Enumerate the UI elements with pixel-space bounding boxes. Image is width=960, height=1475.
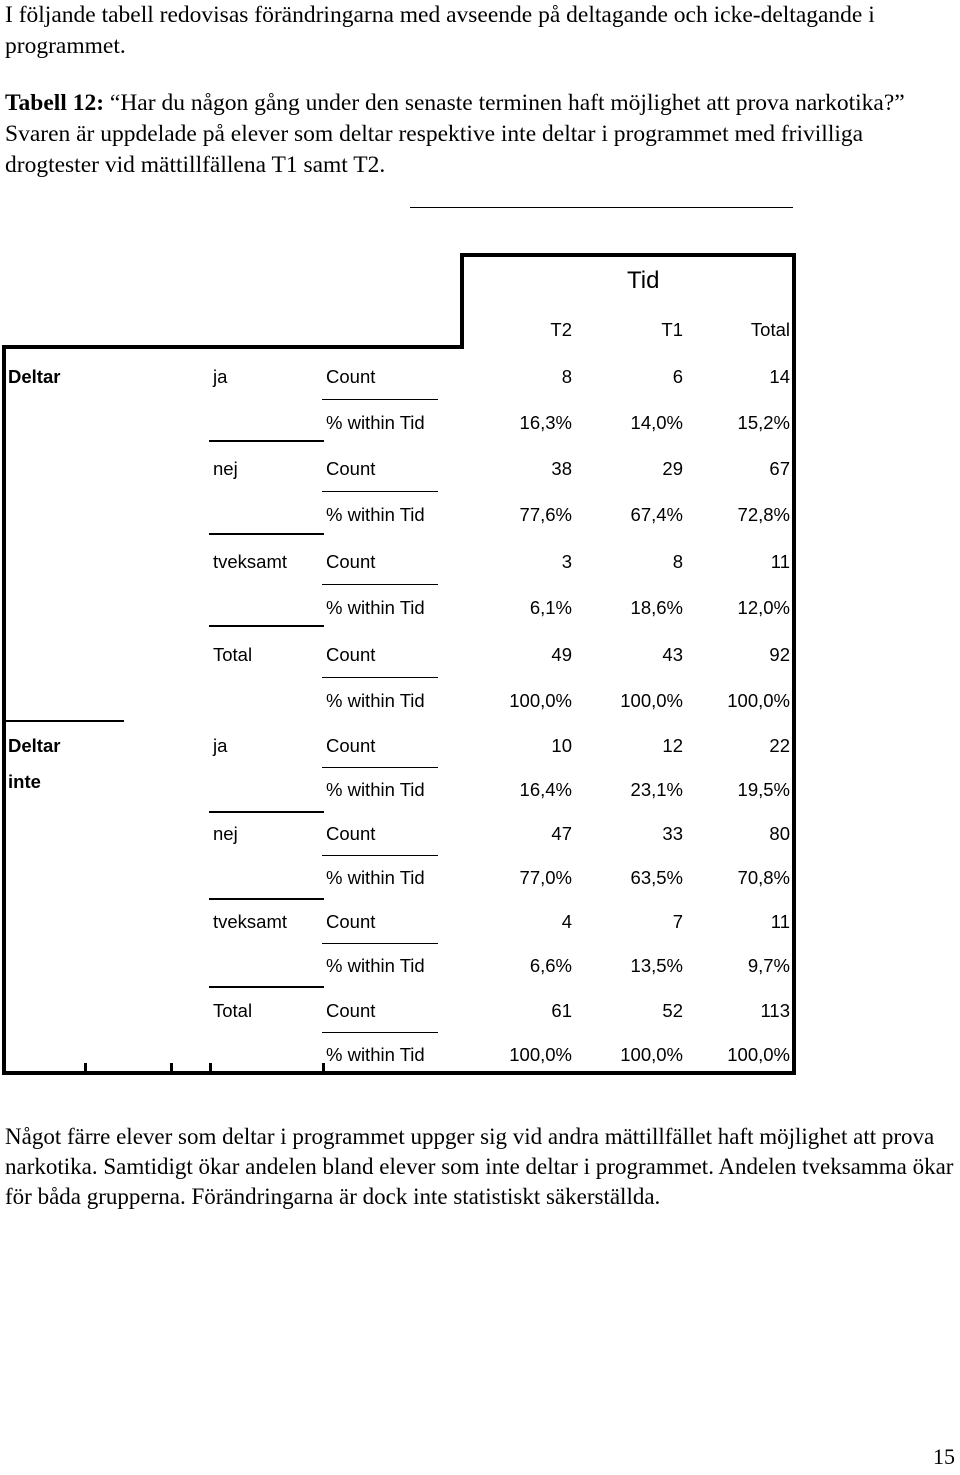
answer-label: Total (213, 1000, 253, 1021)
group-header-tid: Tid (627, 267, 660, 294)
divider-rule (410, 207, 793, 208)
answer-label: nej (213, 458, 238, 479)
bottom-tick (209, 1063, 212, 1073)
stat-label-pct: % within Tid (326, 412, 425, 433)
pct-cell: 100,0% (620, 1044, 683, 1065)
answer-label: ja (213, 366, 228, 387)
count-cell: 92 (769, 644, 790, 665)
answer-label: ja (213, 735, 228, 756)
stat-label-pct: % within Tid (326, 955, 425, 976)
answer-separator (209, 533, 324, 535)
stat-label-count: Count (326, 551, 376, 572)
table-right-border (792, 253, 796, 1075)
count-cell: 61 (551, 1000, 572, 1021)
table-caption (5, 88, 955, 181)
pct-cell: 15,2% (737, 412, 790, 433)
answer-label: tveksamt (213, 911, 288, 932)
count-cell: 3 (561, 551, 572, 572)
caption-label: Tabell 12: (5, 90, 105, 116)
pct-cell: 23,1% (630, 779, 683, 800)
count-cell: 67 (769, 458, 790, 479)
pct-cell: 18,6% (630, 597, 683, 618)
count-cell: 6 (672, 366, 683, 387)
stat-label-pct: % within Tid (326, 1044, 425, 1065)
count-cell: 14 (769, 366, 790, 387)
count-cell: 113 (760, 1000, 790, 1021)
stat-label-pct: % within Tid (326, 690, 425, 711)
pct-cell: 67,4% (630, 504, 683, 525)
answer-label: tveksamt (213, 551, 288, 572)
count-cell: 8 (672, 551, 683, 572)
count-cell: 11 (770, 911, 790, 932)
stat-label-count: Count (326, 735, 376, 756)
pct-cell: 77,0% (519, 867, 572, 888)
stat-separator (322, 677, 438, 678)
stat-label-pct: % within Tid (326, 779, 425, 800)
count-cell: 12 (662, 735, 683, 756)
column-header-total: Total (750, 319, 790, 340)
pct-cell: 100,0% (727, 1044, 790, 1065)
count-cell: 11 (770, 551, 790, 572)
stat-label-count: Count (326, 911, 376, 932)
count-cell: 7 (672, 911, 683, 932)
pct-cell: 12,0% (737, 597, 790, 618)
stat-separator (322, 1032, 438, 1033)
pct-cell: 6,1% (529, 597, 572, 618)
pct-cell: 100,0% (509, 1044, 572, 1065)
column-header-t1: T1 (661, 319, 683, 340)
pct-cell: 19,5% (737, 779, 790, 800)
stat-separator (322, 491, 438, 492)
pct-cell: 6,6% (529, 955, 572, 976)
pct-cell: 16,4% (519, 779, 572, 800)
crosstab-table (0, 253, 960, 1075)
count-cell: 47 (551, 823, 572, 844)
column-header-t2: T2 (550, 319, 572, 340)
group-label-1-0: Deltar (8, 735, 61, 756)
count-cell: 22 (769, 735, 790, 756)
pct-cell: 72,8% (737, 504, 790, 525)
stat-label-pct: % within Tid (326, 867, 425, 888)
pct-cell: 100,0% (727, 690, 790, 711)
count-cell: 4 (561, 911, 572, 932)
page-number: 15 (933, 1444, 955, 1469)
count-cell: 43 (662, 644, 683, 665)
header-bottom-left-border (2, 345, 464, 349)
pct-cell: 77,6% (519, 504, 572, 525)
answer-separator (209, 986, 324, 988)
table-bottom-border (2, 1071, 796, 1075)
pct-cell: 63,5% (630, 867, 683, 888)
bottom-tick (170, 1063, 173, 1073)
answer-separator (209, 898, 324, 900)
count-cell: 52 (662, 1000, 683, 1021)
stat-label-count: Count (326, 366, 376, 387)
intro-paragraph: I följande tabell redovisas förändringarna med avseende på deltagande och icke-deltagande i programmet. (5, 2, 875, 59)
pct-cell: 14,0% (630, 412, 683, 433)
group-separator (6, 720, 124, 722)
pct-cell: 70,8% (737, 867, 790, 888)
stat-separator (322, 399, 438, 400)
count-cell: 29 (662, 458, 683, 479)
count-cell: 80 (769, 823, 790, 844)
count-cell: 8 (561, 366, 572, 387)
answer-separator (209, 811, 324, 813)
pct-cell: 100,0% (620, 690, 683, 711)
pct-cell: 16,3% (519, 412, 572, 433)
pct-cell: 100,0% (509, 690, 572, 711)
answer-separator (209, 625, 324, 627)
count-cell: 49 (551, 644, 572, 665)
table-left-border (2, 345, 6, 1075)
count-cell: 33 (662, 823, 683, 844)
stat-label-pct: % within Tid (326, 597, 425, 618)
answer-label: Total (213, 644, 253, 665)
closing-paragraph: Något färre elever som deltar i programmet uppger sig vid andra mättillfället haft möjlighet att prova narkotika. Samtidigt ökar andelen bland elever som inte deltar i programmet. Andelen tveksamma ökar för båda grupperna. Förändringarna är dock inte statistiskt säkerställda. (5, 1124, 954, 1209)
group-label-0-0: Deltar (8, 366, 61, 387)
bottom-tick (322, 1063, 325, 1073)
caption-text: “Har du någon gång under den senaste terminen haft möjlighet att prova narkotika?” Svaren är uppdelade på elever som deltar respektive inte deltar i programmet med frivilliga drogtester vid mättillfällena T1 samt T2. (5, 90, 905, 178)
bottom-tick (84, 1063, 87, 1073)
answer-label: nej (213, 823, 238, 844)
stat-separator (322, 943, 438, 944)
answer-separator (209, 440, 324, 442)
pct-cell: 9,7% (747, 955, 790, 976)
table-top-border (460, 253, 796, 257)
stat-separator (322, 584, 438, 585)
pct-cell: 13,5% (630, 955, 683, 976)
count-cell: 38 (551, 458, 572, 479)
stat-label-count: Count (326, 823, 376, 844)
stat-label-count: Count (326, 1000, 376, 1021)
stat-label-pct: % within Tid (326, 504, 425, 525)
stat-label-count: Count (326, 644, 376, 665)
count-cell: 10 (551, 735, 572, 756)
stat-label-count: Count (326, 458, 376, 479)
group-label-1-1: inte (8, 771, 41, 792)
stat-separator (322, 855, 438, 856)
stat-separator (322, 767, 438, 768)
